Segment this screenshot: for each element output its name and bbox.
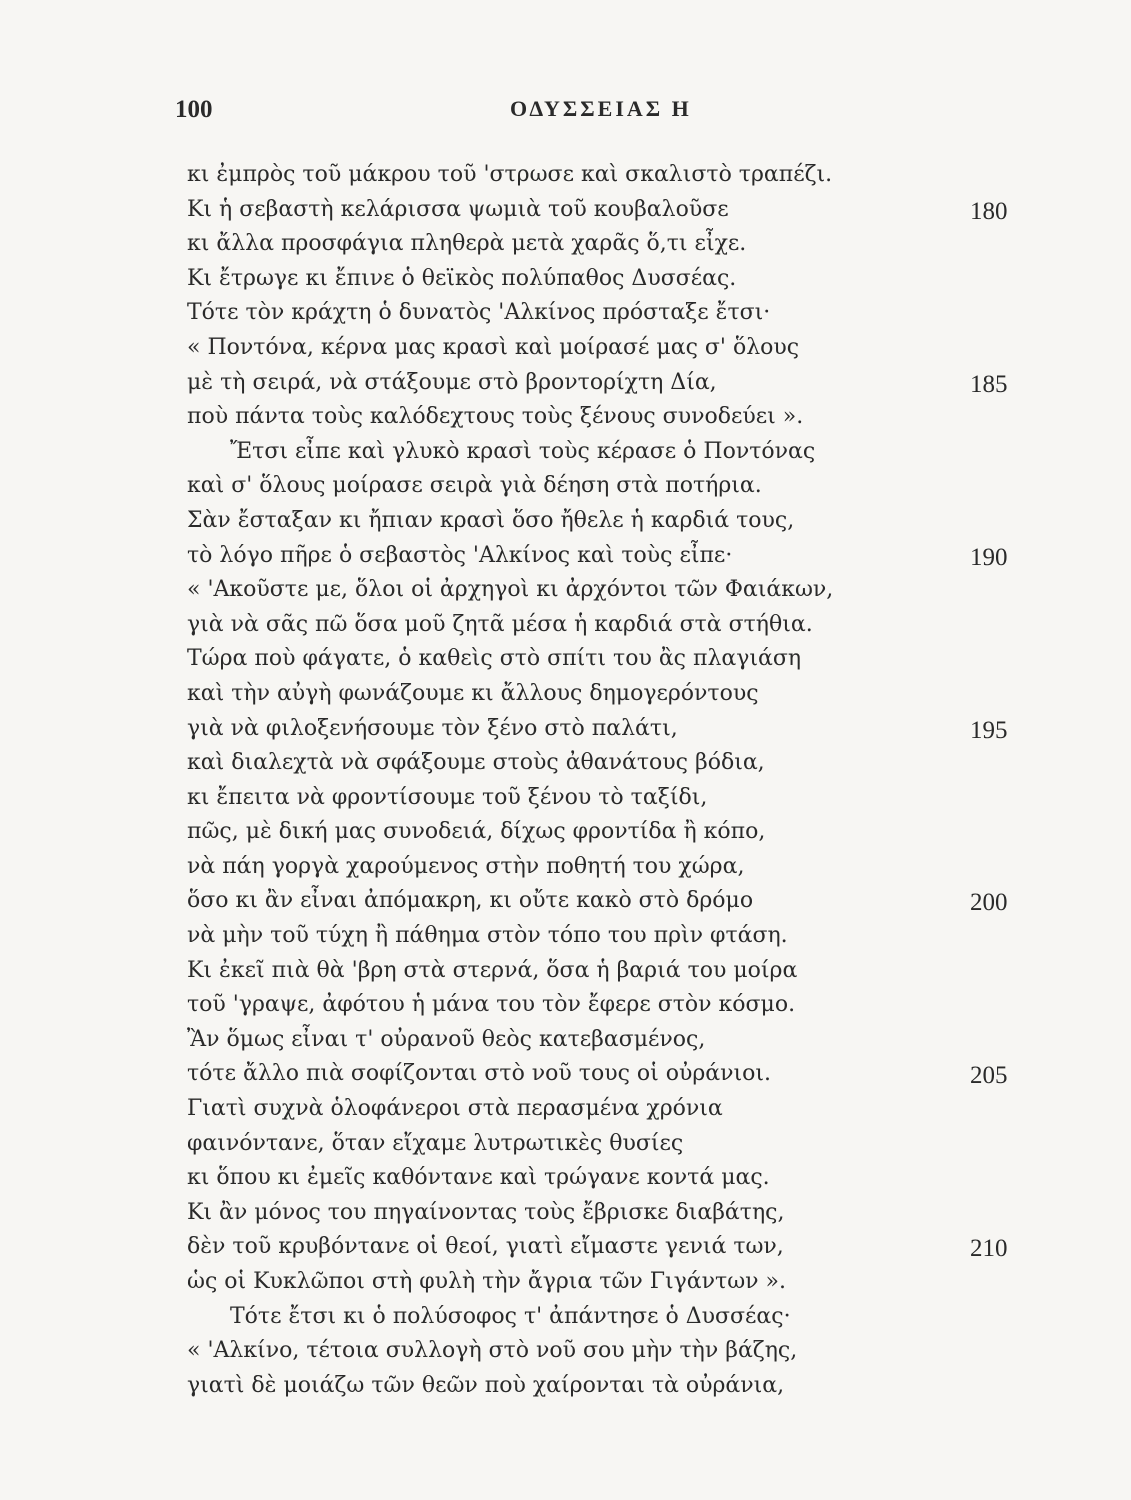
verse-line: [0, 331, 1131, 366]
verse-text: Σὰν ἔσταξαν κι ἤπιαν κρασὶ ὅσο ἤθελε ἡ καρδιά τους,: [187, 507, 795, 533]
verse-text: κι ἄλλα προσφάγια πληθερὰ μετὰ χαρᾶς ὅ,τι εἶχε.: [187, 231, 747, 257]
line-number: 200: [970, 889, 1008, 917]
verse-line: [0, 296, 1131, 331]
verse-text: « 'Ακοῦστε με, ὅλοι οἱ ἀρχηγοὶ κι ἀρχόντοι τῶν Φαιάκων,: [187, 577, 834, 603]
verse-text: Ἔτσι εἶπε καὶ γλυκὸ κρασὶ τοὺς κέρασε ὁ Ποντόνας: [230, 438, 816, 464]
verse-line: [0, 1196, 1131, 1231]
verse-line: [0, 1127, 1131, 1162]
verse-text: πῶς, μὲ δική μας συνοδειά, δίχως φροντίδα ἢ κόπο,: [187, 819, 766, 845]
verse-line: [0, 1023, 1131, 1058]
verse-line: [0, 366, 1131, 401]
verse-line: [0, 158, 1131, 193]
verse-line: [0, 988, 1131, 1023]
running-title: ΟΔΥΣΣΕΙΑΣ Η: [510, 96, 692, 121]
verse-line: [0, 469, 1131, 504]
verse-text: δὲν τοῦ κρυβόντανε οἱ θεοί, γιατὶ εἴμαστε γενιά των,: [187, 1234, 784, 1260]
verse-text: μὲ τὴ σειρά, νὰ στάξουμε στὸ βροντορίχτη Δία,: [187, 369, 717, 395]
verse-line: [0, 677, 1131, 712]
verse-line: [0, 539, 1131, 574]
line-number: 195: [970, 716, 1008, 744]
verse-text: γιὰ νὰ σᾶς πῶ ὅσα μοῦ ζητᾶ μέσα ἡ καρδιά στὰ στήθια.: [187, 611, 813, 637]
verse-line: [0, 1369, 1131, 1404]
verse-text: κι ὅπου κι ἐμεῖς καθόντανε καὶ τρώγανε κοντά μας.: [187, 1165, 770, 1191]
verse-text: τοῦ 'γραψε, ἀφότου ἡ μάνα του τὸν ἔφερε στὸν κόσμο.: [187, 992, 796, 1018]
verse-line: [0, 262, 1131, 297]
verse-line: [0, 815, 1131, 850]
verse-text: « 'Αλκίνο, τέτοια συλλογὴ στὸ νοῦ σου μὴν τὴν βάζης,: [187, 1338, 798, 1364]
verse-text: νὰ πάη γοργὰ χαρούμενος στὴν ποθητή του χώρα,: [187, 853, 745, 879]
verse-text: Κι ἡ σεβαστὴ κελάρισσα ψωμιὰ τοῦ κουβαλοῦσε: [187, 196, 729, 222]
verse-line: [0, 781, 1131, 816]
line-number: 180: [970, 197, 1008, 225]
verse-text: φαινόντανε, ὅταν εἴχαμε λυτρωτικὲς θυσίες: [187, 1130, 684, 1156]
verse-line: [0, 227, 1131, 262]
verse-text: καὶ σ' ὅλους μοίρασε σειρὰ γιὰ δέηση στὰ ποτήρια.: [187, 473, 762, 499]
verse-text: ὡς οἱ Κυκλῶποι στὴ φυλὴ τὴν ἄγρια τῶν Γιγάντων ».: [187, 1269, 786, 1294]
verse-line: [0, 884, 1131, 919]
verse-line: [0, 642, 1131, 677]
verse-line: [0, 919, 1131, 954]
verse-line: [0, 1092, 1131, 1127]
line-number: 210: [970, 1235, 1008, 1263]
verse-line: [0, 504, 1131, 539]
verse-text: γιὰ νὰ φιλοξενήσουμε τὸν ξένο στὸ παλάτι,: [187, 715, 678, 741]
verse-text: « Ποντόνα, κέρνα μας κρασὶ καὶ μοίρασέ μας σ' ὅλους: [187, 334, 800, 360]
verse-text: Ἂν ὅμως εἶναι τ' οὐρανοῦ θεὸς κατεβασμένος,: [187, 1026, 706, 1052]
verse-text: γιατὶ δὲ μοιάζω τῶν θεῶν ποὺ χαίρονται τὰ οὐράνια,: [187, 1372, 785, 1398]
verse-text: Γιατὶ συχνὰ ὁλοφάνεροι στὰ περασμένα χρόνια: [187, 1096, 723, 1122]
verse-line: [0, 1161, 1131, 1196]
page-number: 100: [175, 96, 213, 123]
verse-text: καὶ διαλεχτὰ νὰ σφάξουμε στοὺς ἀθανάτους βόδια,: [187, 750, 765, 776]
verse-line: [0, 746, 1131, 781]
verse-line: [0, 1265, 1131, 1300]
verse-line: [0, 712, 1131, 747]
verse-text: Κι ἂν μόνος του πηγαίνοντας τοὺς ἔβρισκε διαβάτης,: [187, 1199, 785, 1225]
verse-text: ὅσο κι ἂν εἶναι ἀπόμακρη, κι οὔτε κακὸ στὸ δρόμο: [187, 888, 754, 914]
verse-line: [0, 573, 1131, 608]
verse-line: [0, 435, 1131, 470]
verse-text: κι ἔπειτα νὰ φροντίσουμε τοῦ ξένου τὸ ταξίδι,: [187, 784, 708, 810]
verse-line: [0, 400, 1131, 435]
verse-text: νὰ μὴν τοῦ τύχη ἢ πάθημα στὸν τόπο του πρὶν φτάση.: [187, 923, 788, 949]
page-header: [0, 96, 1131, 136]
verse-text: Τώρα ποὺ φάγατε, ὁ καθεὶς στὸ σπίτι του ἂς πλαγιάση: [187, 646, 802, 672]
verse-text: καὶ τὴν αὐγὴ φωνάζουμε κι ἄλλους δημογερόντους: [187, 680, 759, 706]
verse-line: [0, 1300, 1131, 1335]
verse-line: [0, 850, 1131, 885]
line-number: 190: [970, 543, 1008, 571]
verse-line: [0, 954, 1131, 989]
verse-line: [0, 1057, 1131, 1092]
line-number: 205: [970, 1062, 1008, 1090]
verse-text: Κι ἔτρωγε κι ἔπινε ὁ θεϊκὸς πολύπαθος Δυσσέας.: [187, 265, 737, 291]
verse-line: [0, 193, 1131, 228]
verse-text: ποὺ πάντα τοὺς καλόδεχτους τοὺς ξένους συνοδεύει ».: [187, 404, 804, 430]
line-number: 185: [970, 370, 1008, 398]
verse-text: Τότε τὸν κράχτη ὁ δυνατὸς 'Αλκίνος πρόσταξε ἔτσι·: [187, 300, 771, 326]
verse-text: Τότε ἔτσι κι ὁ πολύσοφος τ' ἀπάντησε ὁ Δυσσέας·: [230, 1303, 791, 1329]
verse-text: κι ἐμπρὸς τοῦ μάκρου τοῦ 'στρωσε καὶ σκαλιστὸ τραπέζι.: [187, 162, 833, 187]
verse-line: [0, 1230, 1131, 1265]
verse-line: [0, 608, 1131, 643]
verse-text: τότε ἄλλο πιὰ σοφίζονται στὸ νοῦ τους οἱ οὐράνιοι.: [187, 1061, 772, 1087]
verse-line: [0, 1334, 1131, 1369]
verse-text: τὸ λόγο πῆρε ὁ σεβαστὸς 'Αλκίνος καὶ τοὺς εἶπε·: [187, 542, 733, 568]
verse-block: [0, 158, 1131, 1403]
verse-text: Κι ἐκεῖ πιὰ θὰ 'βρη στὰ στερνά, ὅσα ἡ βαριά του μοίρα: [187, 957, 798, 983]
